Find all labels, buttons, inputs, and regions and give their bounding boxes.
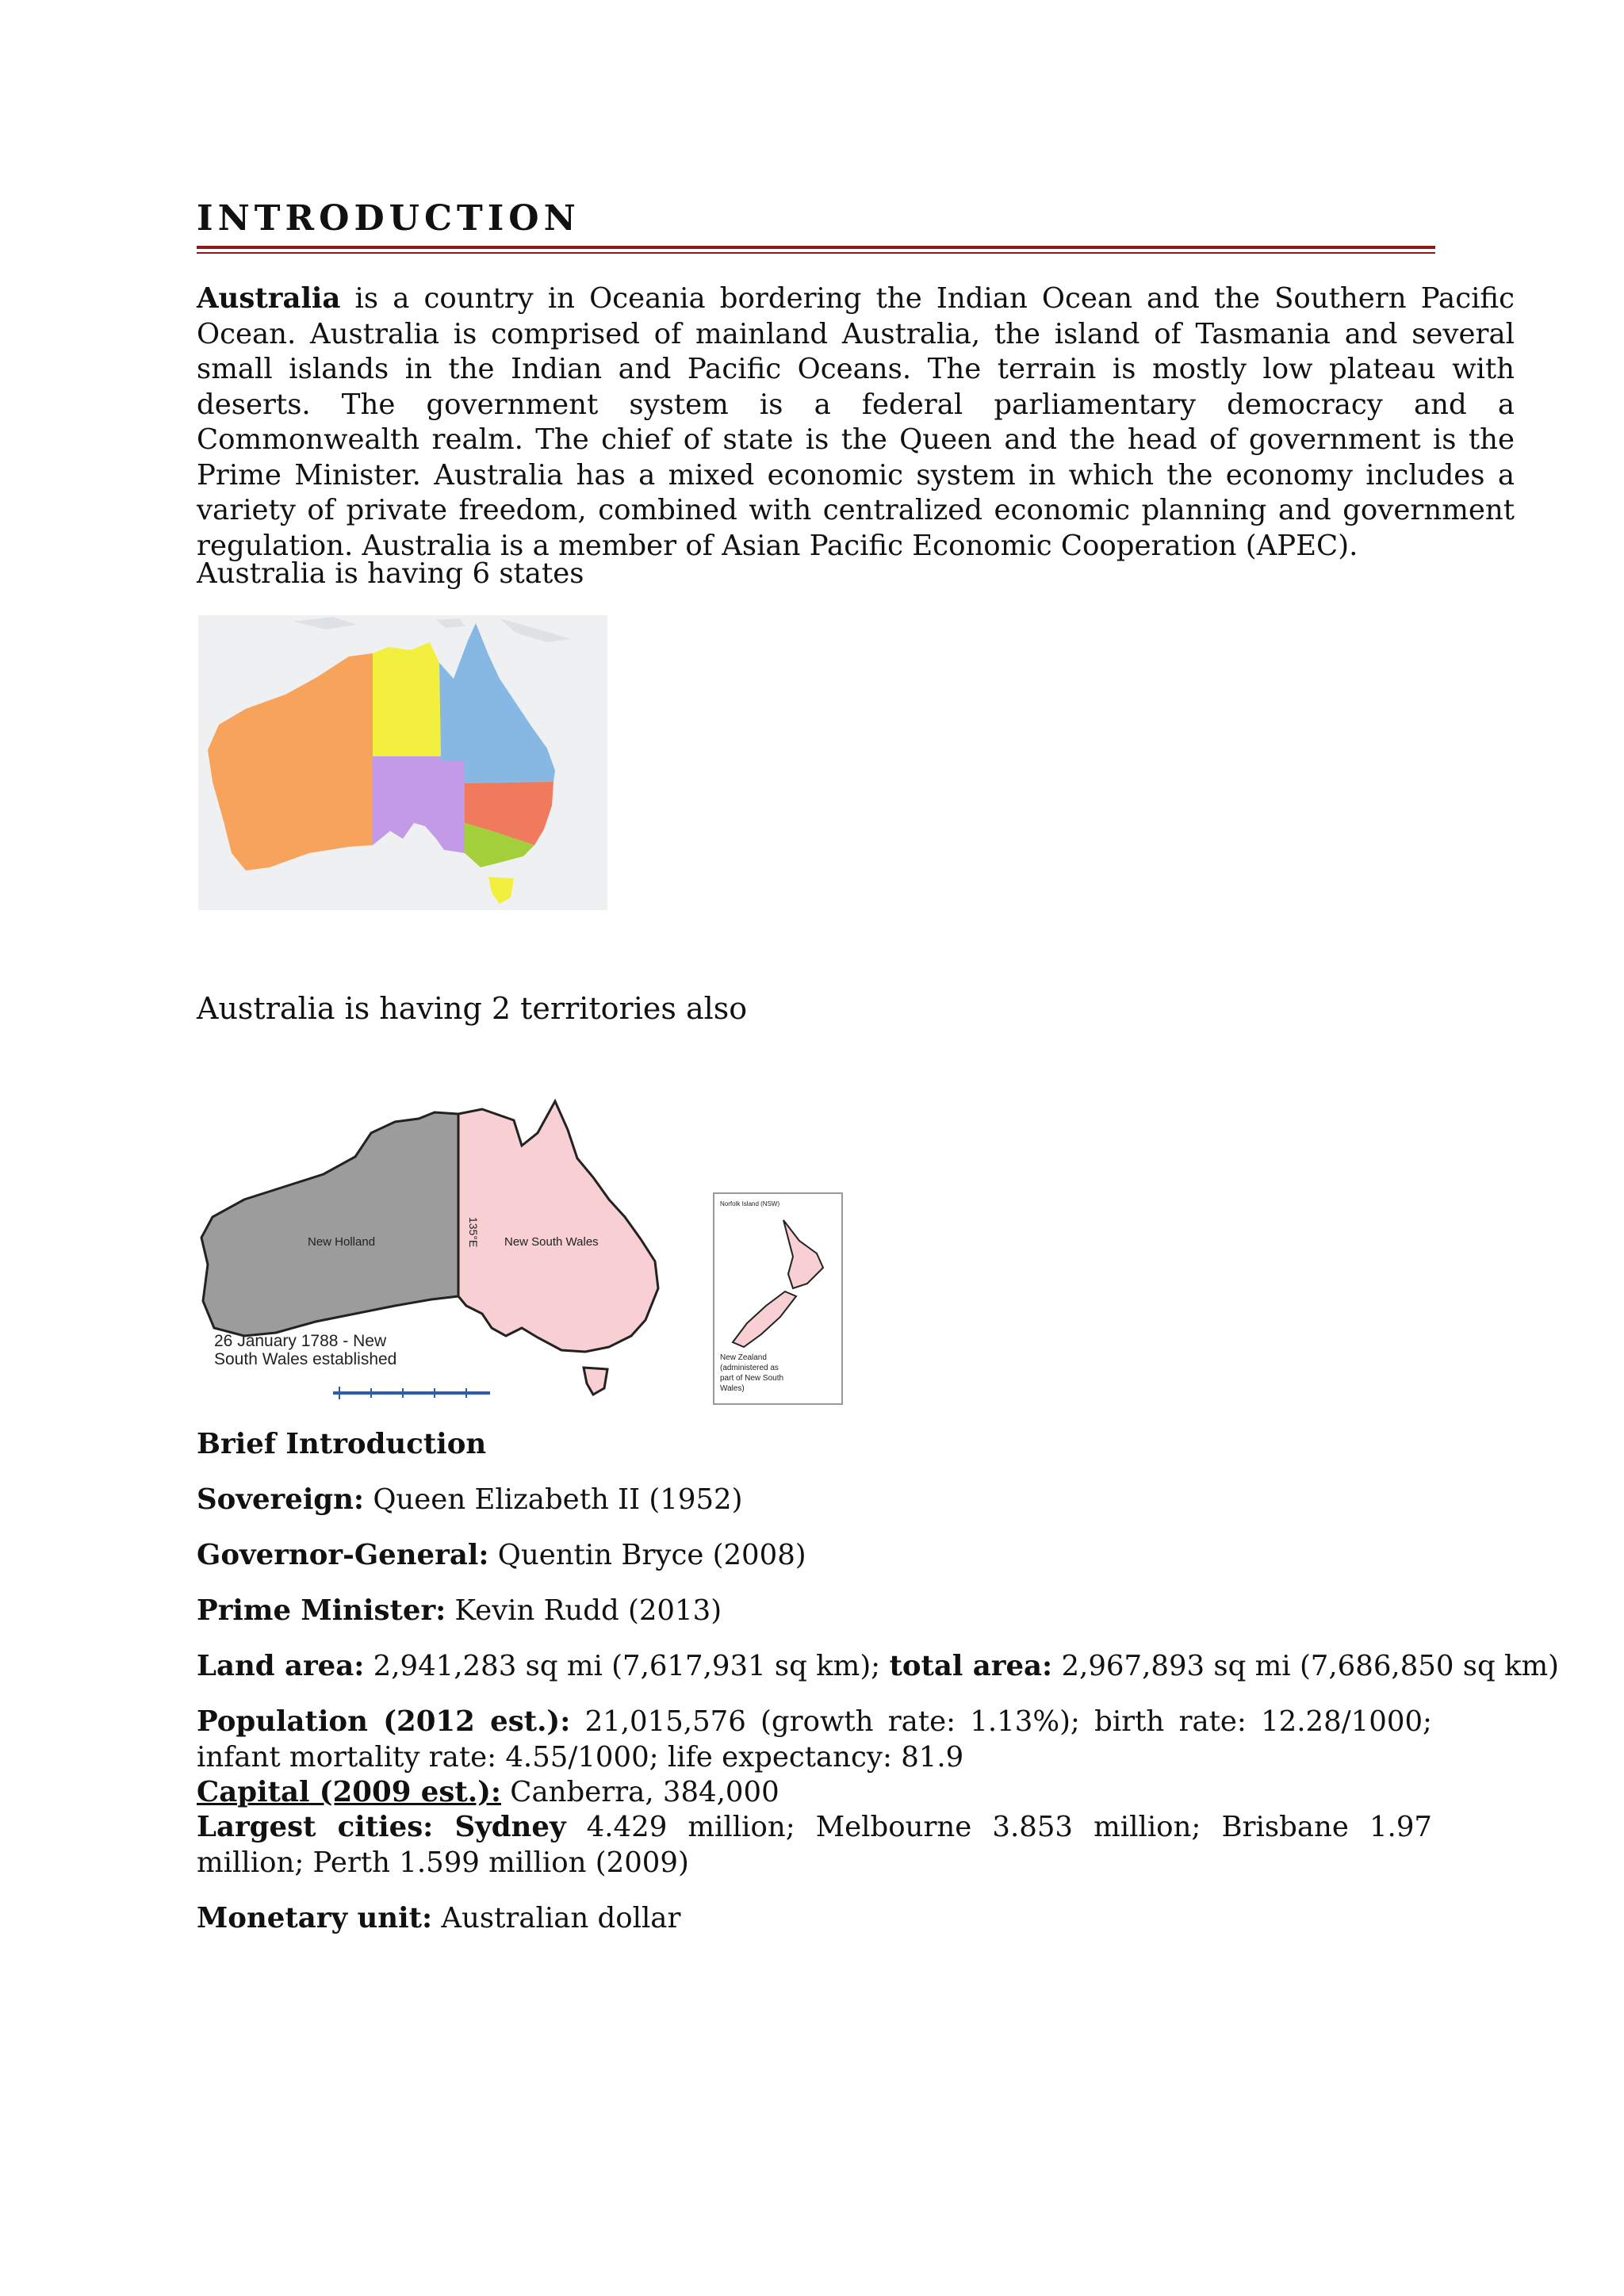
intro-paragraph [197, 281, 1515, 564]
monetary-unit-label: Monetary unit: [197, 1902, 433, 1934]
northern-territory-region [373, 642, 441, 756]
new-holland-label: New Holland [308, 1235, 376, 1249]
largest-cities-value: 4.429 million; Melbourne 3.853 million; Brisbane 1.97 million; Perth 1.599 million (2009) [197, 1811, 1433, 1879]
sovereign-line [197, 1483, 742, 1517]
nz-caption-line1: New Zealand [720, 1353, 767, 1362]
sovereign-value: Queen Elizabeth II (1952) [364, 1483, 743, 1516]
tasmania-historic-region [584, 1368, 607, 1395]
land-area-label: Land area: [197, 1650, 365, 1682]
norfolk-island-label: Norfolk Island (NSW) [720, 1200, 780, 1207]
intro-lead: Australia [197, 282, 341, 315]
population-value: 21,015,576 (growth rate: 1.13%); birth rate: 12.28/1000; infant mortality rate: 4.55/1000; life expectancy: 81.9 [197, 1705, 1432, 1774]
capital-value: Canberra, 384,000 [501, 1776, 779, 1808]
brief-title: Brief Introduction [197, 1428, 487, 1460]
population-block [197, 1705, 1432, 1775]
heading-rule-thin [197, 252, 1435, 254]
capital-label: Capital (2009 est.): [197, 1776, 501, 1808]
section-heading: INTRODUCTION [197, 198, 580, 239]
australia-states-map [198, 615, 607, 910]
governor-general-line [197, 1538, 806, 1573]
establishment-caption-line2: South Wales established [214, 1350, 397, 1368]
intro-text: is a country in Oceania bordering the Indian Ocean and the Southern Pacific Ocean. Australia is comprised of mainland Australia, the island of Tasmania and several small islands in the Indian and Pacific Oceans. The terrain is mostly low plateau with deserts. The government system is a federal parliamentary democracy and a Commonwealth realm. The chief of state is the Queen and the head of government is the Prime Minister. Australia has a mixed economic system in which the economy includes a variety of private freedom, combined with centralized economic planning and government regulation. Australia is a member of Asian Pacific Economic Cooperation (APEC). [197, 282, 1515, 562]
prime-minister-value: Kevin Rudd (2013) [446, 1594, 722, 1627]
prime-minister-line [197, 1594, 722, 1628]
monetary-unit-line [197, 1901, 680, 1936]
largest-cities-label: Largest cities: Sydney [197, 1811, 566, 1843]
meridian-label: 135°E [467, 1217, 480, 1248]
area-line [197, 1649, 1559, 1684]
heading-rule [197, 246, 1435, 249]
historic-territories-map [197, 1098, 848, 1407]
monetary-unit-value: Australian dollar [432, 1902, 681, 1934]
territories-caption: Australia is having 2 territories also [197, 991, 748, 1026]
governor-general-value: Quentin Bryce (2008) [488, 1539, 806, 1571]
prime-minister-label: Prime Minister: [197, 1594, 446, 1627]
governor-general-label: Governor-General: [197, 1539, 489, 1571]
total-area-value: 2,967,893 sq mi (7,686,850 sq km) [1052, 1650, 1559, 1682]
population-label: Population (2012 est.): [197, 1705, 571, 1738]
nz-caption-line2: (administered as [720, 1364, 779, 1372]
new-south-wales-historic-region [458, 1101, 658, 1352]
nz-caption-line3: part of New South [720, 1374, 784, 1383]
new-south-wales-label: New South Wales [504, 1235, 599, 1249]
largest-cities-block [197, 1810, 1432, 1881]
capital-line [197, 1775, 779, 1810]
sovereign-label: Sovereign: [197, 1483, 365, 1516]
nz-caption-line4: Wales) [720, 1384, 745, 1393]
land-area-value: 2,941,283 sq mi (7,617,931 sq km); [364, 1650, 890, 1682]
states-caption: Australia is having 6 states [197, 557, 584, 590]
establishment-caption-line1: 26 January 1788 - New [214, 1332, 387, 1350]
new-holland-region [201, 1112, 458, 1336]
total-area-label: total area: [889, 1650, 1053, 1682]
